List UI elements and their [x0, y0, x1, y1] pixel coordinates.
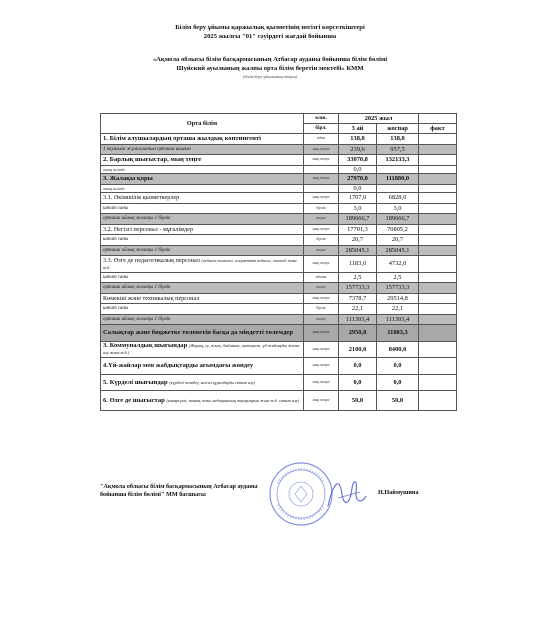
- row-quarter-value: 0,0: [339, 184, 377, 193]
- row-label: [101, 245, 304, 256]
- row-plan-value: 8400,0: [377, 341, 419, 358]
- row-label: [101, 184, 304, 193]
- row-label: [101, 374, 304, 391]
- table-row: [101, 304, 457, 315]
- row-plan-value: 70805,2: [377, 224, 419, 235]
- row-label-text: оның ішінде:: [103, 166, 127, 172]
- table-row: [101, 283, 457, 294]
- row-unit: [304, 165, 339, 174]
- footer-org-line-2: бойынша білім бөлімі" ММ басшысы: [100, 491, 206, 498]
- row-unit: мың теңге: [304, 193, 339, 204]
- row-unit: мың теңге: [304, 358, 339, 375]
- row-label-text: 2. Барлық шығыстар, мың теңге: [103, 156, 202, 164]
- row-unit: мың теңге: [304, 325, 339, 342]
- row-label: [101, 272, 304, 283]
- row-plan-value: 285045,1: [377, 245, 419, 256]
- row-plan-value: 138,0: [377, 134, 419, 145]
- table-row: [101, 358, 457, 375]
- row-fact-value: [419, 235, 457, 246]
- row-plan-value: [377, 165, 419, 174]
- table-row: [101, 214, 457, 225]
- row-label-text: 6. Өзге де шығыстар: [103, 397, 165, 404]
- row-fact-value: [419, 341, 457, 358]
- row-label-text: орташа айлық жалақы 1 бірлік: [103, 216, 171, 222]
- row-quarter-value: 2,5: [339, 272, 377, 283]
- row-fact-value: [419, 391, 457, 411]
- row-label-text: штат саны: [103, 237, 129, 243]
- org-line-2: Шуйский ауылының жалпы орта білім беретін мектебі» КММ: [176, 65, 364, 72]
- row-unit: мың теңге: [304, 341, 339, 358]
- row-plan-value: 132133,3: [377, 155, 419, 166]
- row-unit: мың теңге: [304, 155, 339, 166]
- col-header-quarter: 3 ай: [339, 124, 377, 134]
- row-unit: бірлік: [304, 203, 339, 214]
- row-label-text: 1. Білім алушылардың орташа жылдық контингенті: [103, 135, 261, 143]
- row-plan-value: 29514,8: [377, 293, 419, 304]
- row-label: [101, 235, 304, 246]
- table-row: [101, 256, 457, 273]
- row-unit: [304, 184, 339, 193]
- row-plan-value: 189666,7: [377, 214, 419, 225]
- row-plan-value: 111880,0: [377, 174, 419, 185]
- row-plan-value: 20,7: [377, 235, 419, 246]
- col-header-unit-1: өлш.: [304, 114, 339, 124]
- signer-name: Н.Наймушина: [378, 489, 419, 496]
- row-quarter-value: 20,7: [339, 235, 377, 246]
- row-label: [101, 165, 304, 174]
- row-label: [101, 283, 304, 294]
- row-label: [101, 325, 304, 342]
- signature-scribble: [322, 474, 370, 514]
- col-header-name: Орта білім: [101, 114, 304, 134]
- row-unit: мың теңге: [304, 224, 339, 235]
- row-quarter-value: 111393,4: [339, 314, 377, 325]
- row-fact-value: [419, 174, 457, 185]
- row-label: [101, 224, 304, 235]
- row-quarter-value: 189666,7: [339, 214, 377, 225]
- row-label-text: 1 оқушыға жұмсалатын орташа шығын: [103, 146, 191, 152]
- table-row: [101, 193, 457, 204]
- row-unit: теңге: [304, 314, 339, 325]
- row-plan-value: 50,0: [377, 391, 419, 411]
- row-quarter-value: 50,0: [339, 391, 377, 411]
- row-plan-value: 957,5: [377, 144, 419, 155]
- row-fact-value: [419, 165, 457, 174]
- org-caption: (білім беру ұйымының атауы): [242, 74, 298, 79]
- row-unit: адамы: [304, 272, 339, 283]
- table-row: [101, 203, 457, 214]
- table-row: [101, 272, 457, 283]
- row-label-text: 3.1. Әкімшілік қызметкерлер: [103, 194, 180, 202]
- row-label: [101, 155, 304, 166]
- row-plan-value: 22,1: [377, 304, 419, 315]
- row-unit: мың теңге: [304, 293, 339, 304]
- row-fact-value: [419, 184, 457, 193]
- table-row: [101, 341, 457, 358]
- row-unit: теңге: [304, 245, 339, 256]
- row-fact-value: [419, 358, 457, 375]
- row-label: [101, 256, 304, 273]
- row-plan-value: 11803,3: [377, 325, 419, 342]
- row-label: [101, 134, 304, 145]
- table-row: [101, 235, 457, 246]
- row-quarter-value: 2100,0: [339, 341, 377, 358]
- row-label-note: (педагог-психолог, әлеуметтік педагог, логопед және т.б.: [103, 257, 298, 270]
- table-row: [101, 374, 457, 391]
- row-label-text: орташа айлық жалақы 1 бірлік: [103, 247, 171, 253]
- row-quarter-value: 22,1: [339, 304, 377, 315]
- row-label-text: Салықтар және бюджетке төленетін басқа да міндетті төлемдер: [103, 329, 294, 337]
- row-label-text: штат саны: [103, 306, 129, 312]
- row-label: [101, 358, 304, 375]
- row-quarter-value: 239,6: [339, 144, 377, 155]
- row-label: [101, 193, 304, 204]
- row-label-text: орташа айлық жалақы 1 бірлік: [103, 285, 171, 291]
- row-quarter-value: 3,0: [339, 203, 377, 214]
- row-fact-value: [419, 283, 457, 294]
- row-label: [101, 314, 304, 325]
- table-row: [101, 293, 457, 304]
- row-plan-value: 0,0: [377, 374, 419, 391]
- table-row: [101, 144, 457, 155]
- row-label-text: штат саны: [103, 205, 129, 211]
- row-plan-value: 157733,3: [377, 283, 419, 294]
- col-header-year: 2025 жыл: [339, 114, 419, 124]
- row-quarter-value: 157733,3: [339, 283, 377, 294]
- row-fact-value: [419, 304, 457, 315]
- row-quarter-value: 27970,0: [339, 174, 377, 185]
- row-label-text: орташа айлық жалақы 1 бірлік: [103, 316, 171, 322]
- row-plan-value: 2,5: [377, 272, 419, 283]
- row-label: [101, 174, 304, 185]
- row-quarter-value: 1707,0: [339, 193, 377, 204]
- row-fact-value: [419, 224, 457, 235]
- row-quarter-value: 285045,1: [339, 245, 377, 256]
- row-fact-value: [419, 325, 457, 342]
- row-label: [101, 304, 304, 315]
- row-label-text: 3. Коммуналдық шығындар: [103, 342, 188, 350]
- row-label-text: 5. Күрделі шығындар: [103, 378, 168, 386]
- row-fact-value: [419, 256, 457, 273]
- row-plan-value: 0,0: [377, 358, 419, 375]
- budget-table: [100, 113, 457, 411]
- row-fact-value: [419, 245, 457, 256]
- row-plan-value: [377, 184, 419, 193]
- row-label-text: 3.3. Өзге де педагогикалық персонал: [103, 256, 200, 264]
- row-unit: теңге: [304, 283, 339, 294]
- row-plan-value: 4732,0: [377, 256, 419, 273]
- row-unit: адам: [304, 134, 339, 145]
- row-label-text: оның ішінде: [103, 185, 125, 191]
- row-quarter-value: 138,0: [339, 134, 377, 145]
- row-label-note: (азықтүлік, тамақ және медициналық тауарларын және т.б. сатып алу): [166, 398, 299, 403]
- row-fact-value: [419, 134, 457, 145]
- row-quarter-value: 0,0: [339, 165, 377, 174]
- row-fact-value: [419, 314, 457, 325]
- table-row: [101, 155, 457, 166]
- row-unit: мың теңге: [304, 374, 339, 391]
- row-unit: мың теңге: [304, 391, 339, 411]
- row-quarter-value: 17701,3: [339, 224, 377, 235]
- row-quarter-value: 1183,0: [339, 256, 377, 273]
- row-unit: мың теңге: [304, 256, 339, 273]
- table-row: [101, 174, 457, 185]
- row-label-text: 3. Жалақы қоры: [103, 175, 153, 183]
- table-row: [101, 224, 457, 235]
- row-label: [101, 341, 304, 358]
- row-quarter-value: 0,0: [339, 374, 377, 391]
- row-fact-value: [419, 272, 457, 283]
- row-unit: теңге: [304, 214, 339, 225]
- row-quarter-value: 7378,7: [339, 293, 377, 304]
- row-plan-value: 3,0: [377, 203, 419, 214]
- row-label-text: Көмекші және техникалық персонал: [103, 294, 200, 302]
- table-header-row: [101, 114, 457, 124]
- col-header-fact: факт: [419, 124, 457, 134]
- row-unit: мың теңге: [304, 144, 339, 155]
- row-fact-value: [419, 293, 457, 304]
- row-fact-value: [419, 155, 457, 166]
- table-row: [101, 325, 457, 342]
- row-quarter-value: 0,0: [339, 358, 377, 375]
- col-header-plan: жоспар: [377, 124, 419, 134]
- row-plan-value: 6828,0: [377, 193, 419, 204]
- org-line-1: «Ақмола облысы білім басқармасының Атбасар ауданы бойынша білім бөлімі: [152, 56, 388, 63]
- row-label-text: 4.Үй-жайлар мен жабдықтарды ағымдағы жөндеу: [103, 362, 254, 370]
- table-row: [101, 165, 457, 174]
- row-label: [101, 144, 304, 155]
- table-row: [101, 184, 457, 193]
- row-label-text: 3.2. Негізгі персонал - мұғалімдер: [103, 225, 193, 233]
- row-quarter-value: 33070,8: [339, 155, 377, 166]
- row-label: [101, 293, 304, 304]
- row-quarter-value: 2950,8: [339, 325, 377, 342]
- row-fact-value: [419, 144, 457, 155]
- table-row: [101, 245, 457, 256]
- table-row: [101, 134, 457, 145]
- row-unit: бірлік: [304, 304, 339, 315]
- table-row: [101, 391, 457, 411]
- col-header-empty: [419, 114, 457, 124]
- row-label-note: (Жарық, су, жылу, байланыс, интернет, үй-жайларды жалға алу және т.б.): [103, 343, 300, 356]
- row-label: [101, 203, 304, 214]
- row-fact-value: [419, 374, 457, 391]
- row-label-note: (күрделі жөндеу, негізгі құралдарды сатып алу): [169, 379, 256, 385]
- title-line-2: 2025 жылғы "01" сәуірдегі жағдай бойынша: [203, 33, 337, 40]
- row-unit: мың теңге: [304, 174, 339, 185]
- footer-org-line-1: "Ақмола облысы білім басқармасының Атбасар ауданы: [100, 483, 258, 490]
- row-plan-value: 111393,4: [377, 314, 419, 325]
- title-line-1: Білім беру ұйымы қаржылық қызметінің негізгі көрсеткіштері: [175, 24, 365, 31]
- row-fact-value: [419, 203, 457, 214]
- row-fact-value: [419, 214, 457, 225]
- row-fact-value: [419, 193, 457, 204]
- table-row: [101, 314, 457, 325]
- row-label: [101, 214, 304, 225]
- row-unit: бірлік: [304, 235, 339, 246]
- col-header-unit-2: бірл.: [304, 124, 339, 134]
- row-label-text: штат саны: [103, 274, 129, 280]
- row-label: [101, 391, 304, 411]
